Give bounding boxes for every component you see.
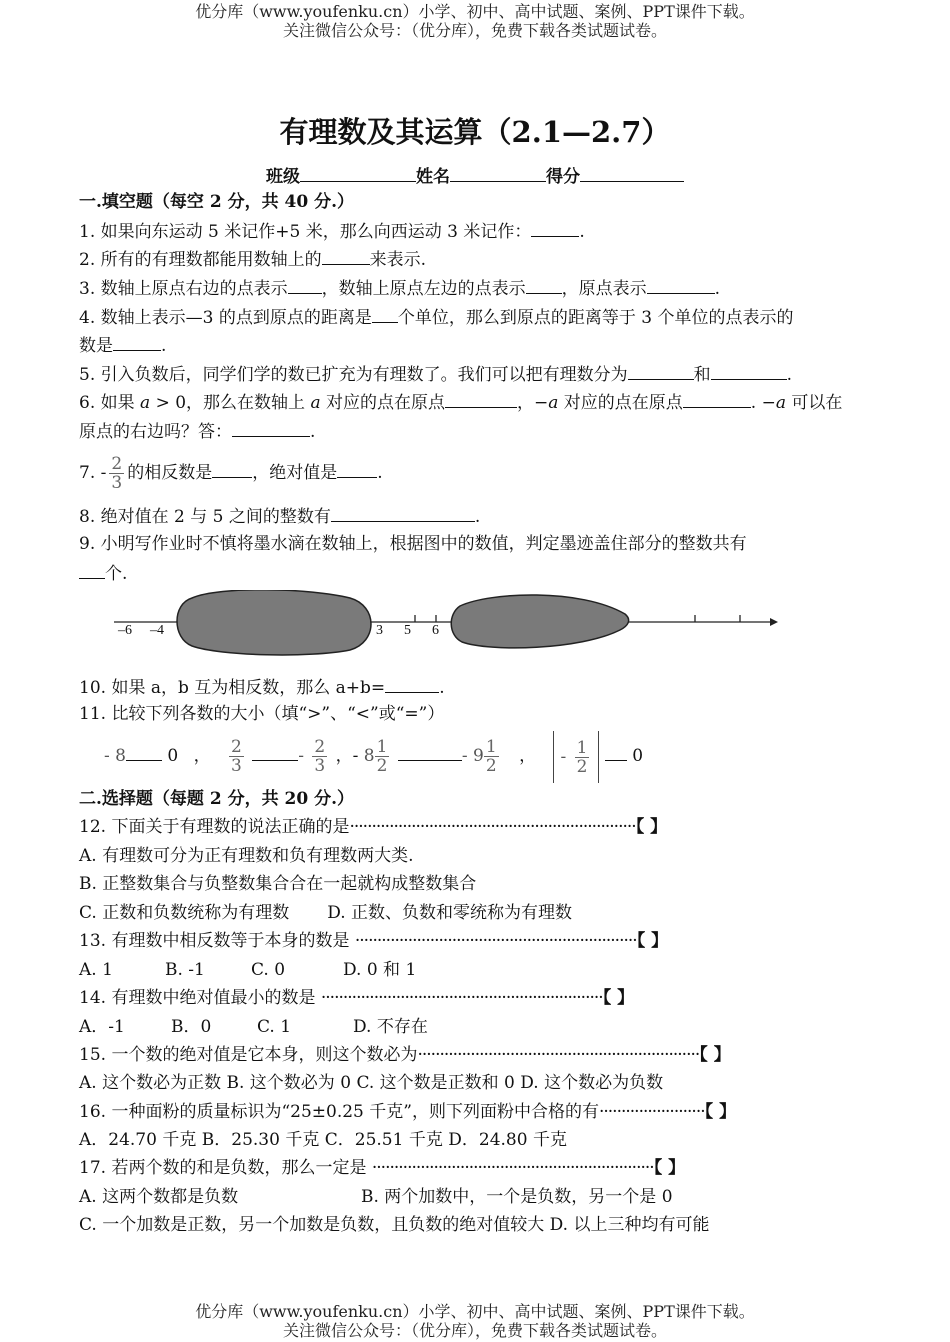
- question-9: 9. 小明写作业时不慎将墨水滴在数轴上，根据图中的数值，判定墨迹盖住部分的整数共有: [79, 534, 747, 554]
- name-blank: [450, 163, 546, 182]
- number-line-figure: [110, 590, 780, 660]
- answer-blank: [113, 333, 161, 351]
- answer-blank: [628, 362, 694, 380]
- question-4-cont: 数是 .: [79, 333, 879, 358]
- footer-line-2: 关注微信公众号：（优分库），免费下载各类试题试卷。: [282, 1321, 667, 1340]
- header-line-1: 优分库（www.youfenku.cn）小学、初中、高中试题、案例、PPT课件下载。: [195, 2, 755, 21]
- fraction-two-thirds: $\frac{2}{3}$: [231, 737, 242, 776]
- question-11-comparisons: - 8 0 ， $\frac{2}{3}$ - $\frac{2}{3}$ ，- 8 $\frac{1}{2}$ - 9 $\frac{1}{2}$ ， - $\frac{1}{2}$ 0: [104, 730, 904, 783]
- fraction-one-half: $\frac{1}{2}$: [576, 737, 588, 777]
- answer-blank: [711, 362, 787, 380]
- tick-label: –4: [150, 623, 164, 638]
- header-line-2: 关注微信公众号：（优分库），免费下载各类试题试卷。: [282, 21, 667, 40]
- question-11: 11. 比较下列各数的大小（填“>”、“<”或“=”）: [79, 704, 445, 724]
- answer-blank: [126, 743, 162, 761]
- answer-blank: [79, 561, 105, 579]
- option-12-a: A. 有理数可分为正有理数和负有理数两大类.: [79, 846, 414, 866]
- fraction-two-thirds: $\frac{2}{3}$: [111, 454, 123, 493]
- answer-blank: [337, 460, 377, 478]
- answer-blank: [445, 390, 517, 408]
- class-blank: [300, 163, 416, 182]
- answer-blank: [526, 276, 562, 294]
- answer-blank: [252, 743, 298, 761]
- score-label: 得分: [546, 167, 580, 187]
- options-17-ab: A. 这两个数都是负数 B. 两个加数中，一个是负数，另一个是 0: [79, 1187, 673, 1207]
- question-16: 16. 一种面粉的质量标识为“25±0.25 千克”，则下列面粉中合格的有························【 】: [79, 1102, 737, 1122]
- options-14: A．-1 B．0 C. 1 D. 不存在: [79, 1017, 428, 1037]
- question-4: 4. 数轴上表示—3 的点到原点的距离是 个单位，那么到原点的距离等于 3 个单位的点表示的: [79, 305, 879, 330]
- options-16: A．24.70 千克 B．25.30 千克 C．25.51 千克 D．24.80 千克: [79, 1130, 567, 1150]
- question-14: 14. 有理数中绝对值最小的数是 ································································【 】: [79, 988, 635, 1008]
- options-12-cd: C. 正数和负数统称为有理数 D. 正数、负数和零统称为有理数: [79, 903, 573, 923]
- absolute-value: - $\frac{1}{2}$: [553, 731, 599, 783]
- tick-label: 6: [432, 623, 439, 638]
- arrow-icon: [770, 618, 778, 626]
- answer-blank: [647, 276, 715, 294]
- class-label: 班级: [266, 167, 300, 187]
- answer-blank: [232, 419, 310, 437]
- question-13: 13. 有理数中相反数等于本身的数是 ································································【 】: [79, 931, 669, 951]
- question-12: 12. 下面关于有理数的说法正确的是·································································【 】: [79, 817, 668, 837]
- answer-blank: [398, 743, 462, 761]
- question-7: 7. - $\frac{2}{3}$ 的相反数是 ，绝对值是 .: [79, 454, 383, 493]
- options-17-cd: C. 一个加数是正数，另一个加数是负数，且负数的绝对值较大 D. 以上三种均有可能: [79, 1215, 710, 1235]
- question-3: 3. 数轴上原点右边的点表示 ，数轴上原点左边的点表示 ，原点表示 .: [79, 276, 879, 301]
- answer-blank: [331, 504, 475, 522]
- question-6: 6. 如果 a > 0，那么在数轴上 a 对应的点在原点 ，−a 对应的点在原点 . −a 可以在: [79, 390, 879, 415]
- ink-blot-right: [451, 595, 628, 648]
- question-17: 17. 若两个数的和是负数，那么一定是 ································································【 】: [79, 1158, 686, 1178]
- score-blank: [580, 163, 684, 182]
- fraction-one-half: $\frac{1}{2}$: [485, 737, 497, 776]
- section1-heading: 一.填空题（每空 2 分，共 40 分.）: [79, 192, 354, 212]
- answer-blank: [372, 305, 398, 323]
- student-info-line: [0, 162, 950, 187]
- name-label: 姓名: [416, 167, 450, 187]
- answer-blank: [683, 390, 751, 408]
- answer-blank: [605, 743, 627, 761]
- answer-blank: [212, 460, 252, 478]
- fraction-one-half: $\frac{1}{2}$: [376, 737, 388, 776]
- question-2: 2. 所有的有理数都能用数轴上的 来表示.: [79, 247, 879, 272]
- answer-blank: [531, 219, 579, 237]
- fraction-two-thirds: $\frac{2}{3}$: [314, 737, 326, 776]
- answer-blank: [288, 276, 322, 294]
- tick-label: 3: [376, 623, 383, 638]
- tick-label: 5: [404, 623, 411, 638]
- question-5: 5. 引入负数后，同学们学的数已扩充为有理数了。我们可以把有理数分为 和 .: [79, 362, 879, 387]
- answer-blank: [322, 247, 370, 265]
- section2-heading: 二.选择题（每题 2 分，共 20 分.）: [79, 789, 354, 809]
- question-15: 15. 一个数的绝对值是它本身，则这个数必为································································【 】: [79, 1045, 731, 1065]
- question-10: 10. 如果 a，b 互为相反数，那么 a+b= .: [79, 675, 879, 700]
- answer-blank: [385, 675, 439, 693]
- option-12-b: B. 正整数集合与负整数集合合在一起就构成整数集合: [79, 874, 477, 894]
- footer-line-1: 优分库（www.youfenku.cn）小学、初中、高中试题、案例、PPT课件下载。: [195, 1302, 755, 1321]
- question-9-cont: 个.: [79, 561, 879, 586]
- options-15: A. 这个数必为正数 B. 这个数必为 0 C. 这个数是正数和 0 D. 这个数必为负数: [79, 1073, 664, 1093]
- page-title: 有理数及其运算（2.1—2.7）: [279, 115, 671, 149]
- options-13: A. 1 B. -1 C. 0 D. 0 和 1: [79, 960, 417, 980]
- ink-blot-left: [177, 590, 371, 655]
- question-1: 1. 如果向东运动 5 米记作+5 米，那么向西运动 3 米记作： .: [79, 219, 879, 244]
- question-6-cont: 原点的右边吗？答： .: [79, 419, 879, 444]
- tick-label: –6: [118, 623, 132, 638]
- question-8: 8. 绝对值在 2 与 5 之间的整数有 .: [79, 504, 879, 529]
